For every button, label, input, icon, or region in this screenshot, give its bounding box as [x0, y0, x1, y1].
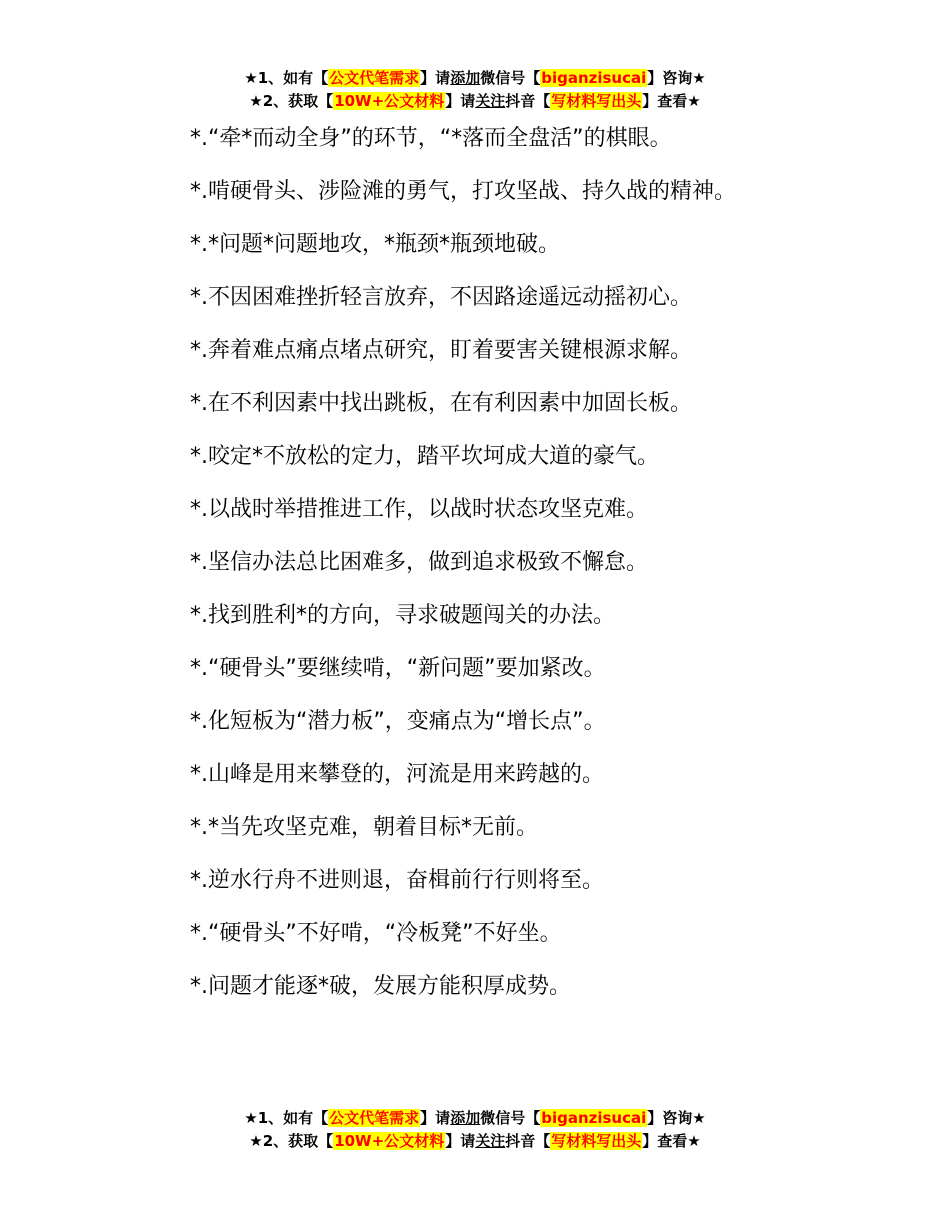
phrase-line: *.以战时举措推进工作，以战时状态攻坚克难。 [190, 497, 648, 522]
banner-line-2 [0, 90, 950, 113]
header-banner [0, 67, 950, 113]
footer-banner [0, 1107, 950, 1153]
footer-highlight-materials-count: 10W+公文材料 [334, 1132, 445, 1150]
highlight-wechat-id: biganzisucai [541, 69, 647, 87]
phrase-line: *.奔着难点痛点堵点研究，盯着要害关键根源求解。 [190, 338, 692, 363]
banner-line-1-middle2: 微信号【 [480, 69, 541, 87]
phrase-list [190, 122, 930, 1023]
footer-highlight-wechat-id: biganzisucai [541, 1109, 647, 1127]
banner-line-2-prefix: ★2、获取【 [249, 92, 334, 110]
phrase-line: *.不因困难挫折轻言放弃，不因路途遥远动摇初心。 [190, 285, 692, 310]
footer-line-1-emph: 添加 [450, 1109, 481, 1127]
banner-line-2-middle2: 抖音【 [505, 92, 551, 110]
footer-line-1-suffix: 】咨询★ [647, 1109, 706, 1127]
footer-line-2-emph: 关注 [475, 1132, 506, 1150]
phrase-line: *.山峰是用来攀登的，河流是用来跨越的。 [190, 762, 604, 787]
phrase-line: *.*问题*问题地攻，*瓶颈*瓶颈地破。 [190, 232, 560, 257]
phrase-line: *.坚信办法总比困难多，做到追求极致不懈怠。 [190, 550, 648, 575]
banner-line-1-suffix: 】咨询★ [647, 69, 706, 87]
banner-line-2-emph: 关注 [475, 92, 506, 110]
phrase-line: *.“牵*而动全身”的环节，“*落而全盘活”的棋眼。 [190, 126, 672, 151]
phrase-line: *.啃硬骨头、涉险滩的勇气，打攻坚战、持久战的精神。 [190, 179, 736, 204]
footer-highlight-ghostwriting-service: 公文代笔需求 [329, 1109, 420, 1127]
phrase-line: *.咬定*不放松的定力，踏平坎坷成大道的豪气。 [190, 444, 659, 469]
phrase-line: *.“硬骨头”不好啃，“冷板凳”不好坐。 [190, 921, 562, 946]
phrase-line: *.*当先攻坚克难，朝着目标*无前。 [190, 815, 538, 840]
phrase-line: *.找到胜利*的方向，寻求破题闯关的办法。 [190, 603, 615, 628]
footer-line-2-prefix: ★2、获取【 [249, 1132, 334, 1150]
phrase-line: *.在不利因素中找出跳板，在有利因素中加固长板。 [190, 391, 692, 416]
phrase-line: *.问题才能逐*破，发展方能积厚成势。 [190, 974, 571, 999]
footer-line-1-middle2: 微信号【 [480, 1109, 541, 1127]
footer-line-2-suffix: 】查看★ [642, 1132, 701, 1150]
phrase-line: *.化短板为“潜力板”，变痛点为“增长点”。 [190, 709, 606, 734]
phrase-line: *.“硬骨头”要继续啃，“新问题”要加紧改。 [190, 656, 606, 681]
footer-line-1-middle1: 】请 [420, 1109, 451, 1127]
banner-line-1 [0, 67, 950, 90]
banner-line-2-suffix: 】查看★ [642, 92, 701, 110]
footer-banner-line-1 [0, 1107, 950, 1130]
footer-line-2-middle1: 】请 [445, 1132, 476, 1150]
footer-highlight-douyin-account: 写材料写出头 [551, 1132, 642, 1150]
highlight-ghostwriting-service: 公文代笔需求 [329, 69, 420, 87]
phrase-line: *.逆水行舟不进则退，奋楫前行行则将至。 [190, 868, 604, 893]
banner-line-1-emph: 添加 [450, 69, 481, 87]
banner-line-1-prefix: ★1、如有【 [244, 69, 329, 87]
footer-line-2-middle2: 抖音【 [505, 1132, 551, 1150]
banner-line-2-middle1: 】请 [445, 92, 476, 110]
banner-line-1-middle1: 】请 [420, 69, 451, 87]
highlight-materials-count: 10W+公文材料 [334, 92, 445, 110]
footer-line-1-prefix: ★1、如有【 [244, 1109, 329, 1127]
highlight-douyin-account: 写材料写出头 [551, 92, 642, 110]
footer-banner-line-2 [0, 1130, 950, 1153]
